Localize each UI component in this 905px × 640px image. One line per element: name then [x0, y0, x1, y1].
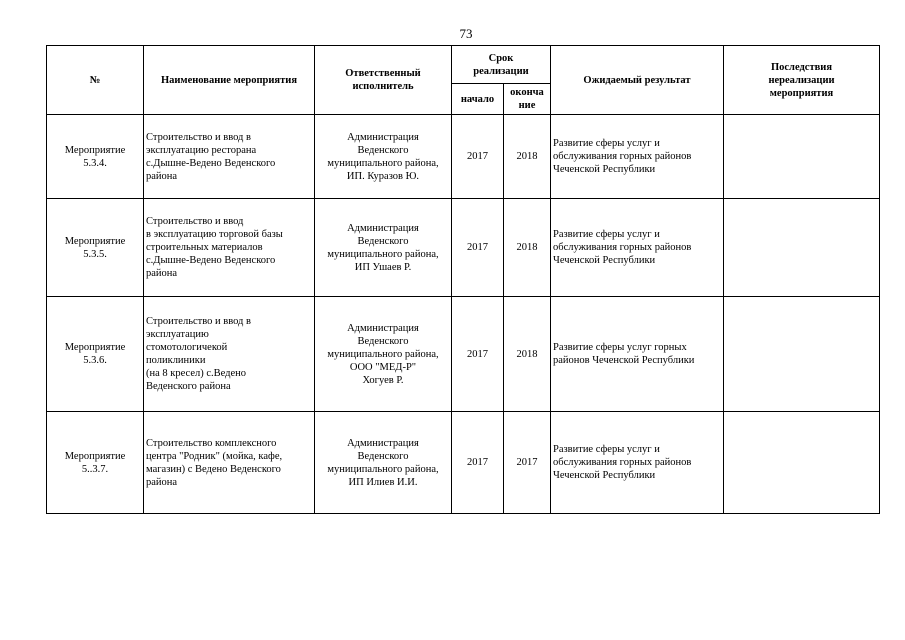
- row-number: Мероприятие 5..3.7.: [47, 412, 144, 514]
- row-result: Развитие сферы услуг и обслуживания горных районов Чеченской Республики: [551, 199, 724, 297]
- header-result: Ожидаемый результат: [551, 46, 724, 115]
- row-end: 2017: [504, 412, 551, 514]
- row-end: 2018: [504, 115, 551, 199]
- row-name: Строительство и ввод в эксплуатацию торговой базы строительных материалов с.Дышне-Ведено Веденского района: [144, 199, 315, 297]
- header-no: №: [47, 46, 144, 115]
- row-responsible: Администрация Веденского муниципального района, ООО "МЕД-Р" Хогуев Р.: [315, 297, 452, 412]
- header-period: Срок реализации: [452, 46, 551, 84]
- row-responsible: Администрация Веденского муниципального района, ИП Ушаев Р.: [315, 199, 452, 297]
- row-start: 2017: [452, 199, 504, 297]
- row-end: 2018: [504, 199, 551, 297]
- row-responsible: Администрация Веденского муниципального района, ИП. Куразов Ю.: [315, 115, 452, 199]
- measures-table: [46, 45, 880, 514]
- header-start: начало: [452, 84, 504, 115]
- row-start: 2017: [452, 115, 504, 199]
- header-responsible: Ответственный исполнитель: [315, 46, 452, 115]
- row-number: Мероприятие 5.3.5.: [47, 199, 144, 297]
- row-consequences: [724, 115, 880, 199]
- table-row: [47, 115, 880, 199]
- row-consequences: [724, 412, 880, 514]
- header-consequences: Последствия нереализации мероприятия: [724, 46, 880, 115]
- row-number: Мероприятие 5.3.6.: [47, 297, 144, 412]
- row-name: Строительство и ввод в эксплуатацию стомотологичекой поликлиники (на 8 кресел) с.Ведено Веденского района: [144, 297, 315, 412]
- header-name: Наименование мероприятия: [144, 46, 315, 115]
- table-row: [47, 297, 880, 412]
- table-row: [47, 199, 880, 297]
- table-row: [47, 412, 880, 514]
- row-name: Строительство и ввод в эксплуатацию ресторана с.Дышне-Ведено Веденского района: [144, 115, 315, 199]
- row-consequences: [724, 199, 880, 297]
- page-number: 73: [459, 26, 473, 41]
- row-consequences: [724, 297, 880, 412]
- row-start: 2017: [452, 297, 504, 412]
- row-result: Развитие сферы услуг и обслуживания горных районов Чеченской Республики: [551, 412, 724, 514]
- row-end: 2018: [504, 297, 551, 412]
- header-end: оконча ние: [504, 84, 551, 115]
- row-number: Мероприятие 5.3.4.: [47, 115, 144, 199]
- row-result: Развитие сферы услуг и обслуживания горных районов Чеченской Республики: [551, 115, 724, 199]
- row-result: Развитие сферы услуг горных районов Чеченской Республики: [551, 297, 724, 412]
- row-responsible: Администрация Веденского муниципального района, ИП Илиев И.И.: [315, 412, 452, 514]
- row-name: Строительство комплексного центра "Родник" (мойка, кафе, магазин) с Ведено Веденского района: [144, 412, 315, 514]
- row-start: 2017: [452, 412, 504, 514]
